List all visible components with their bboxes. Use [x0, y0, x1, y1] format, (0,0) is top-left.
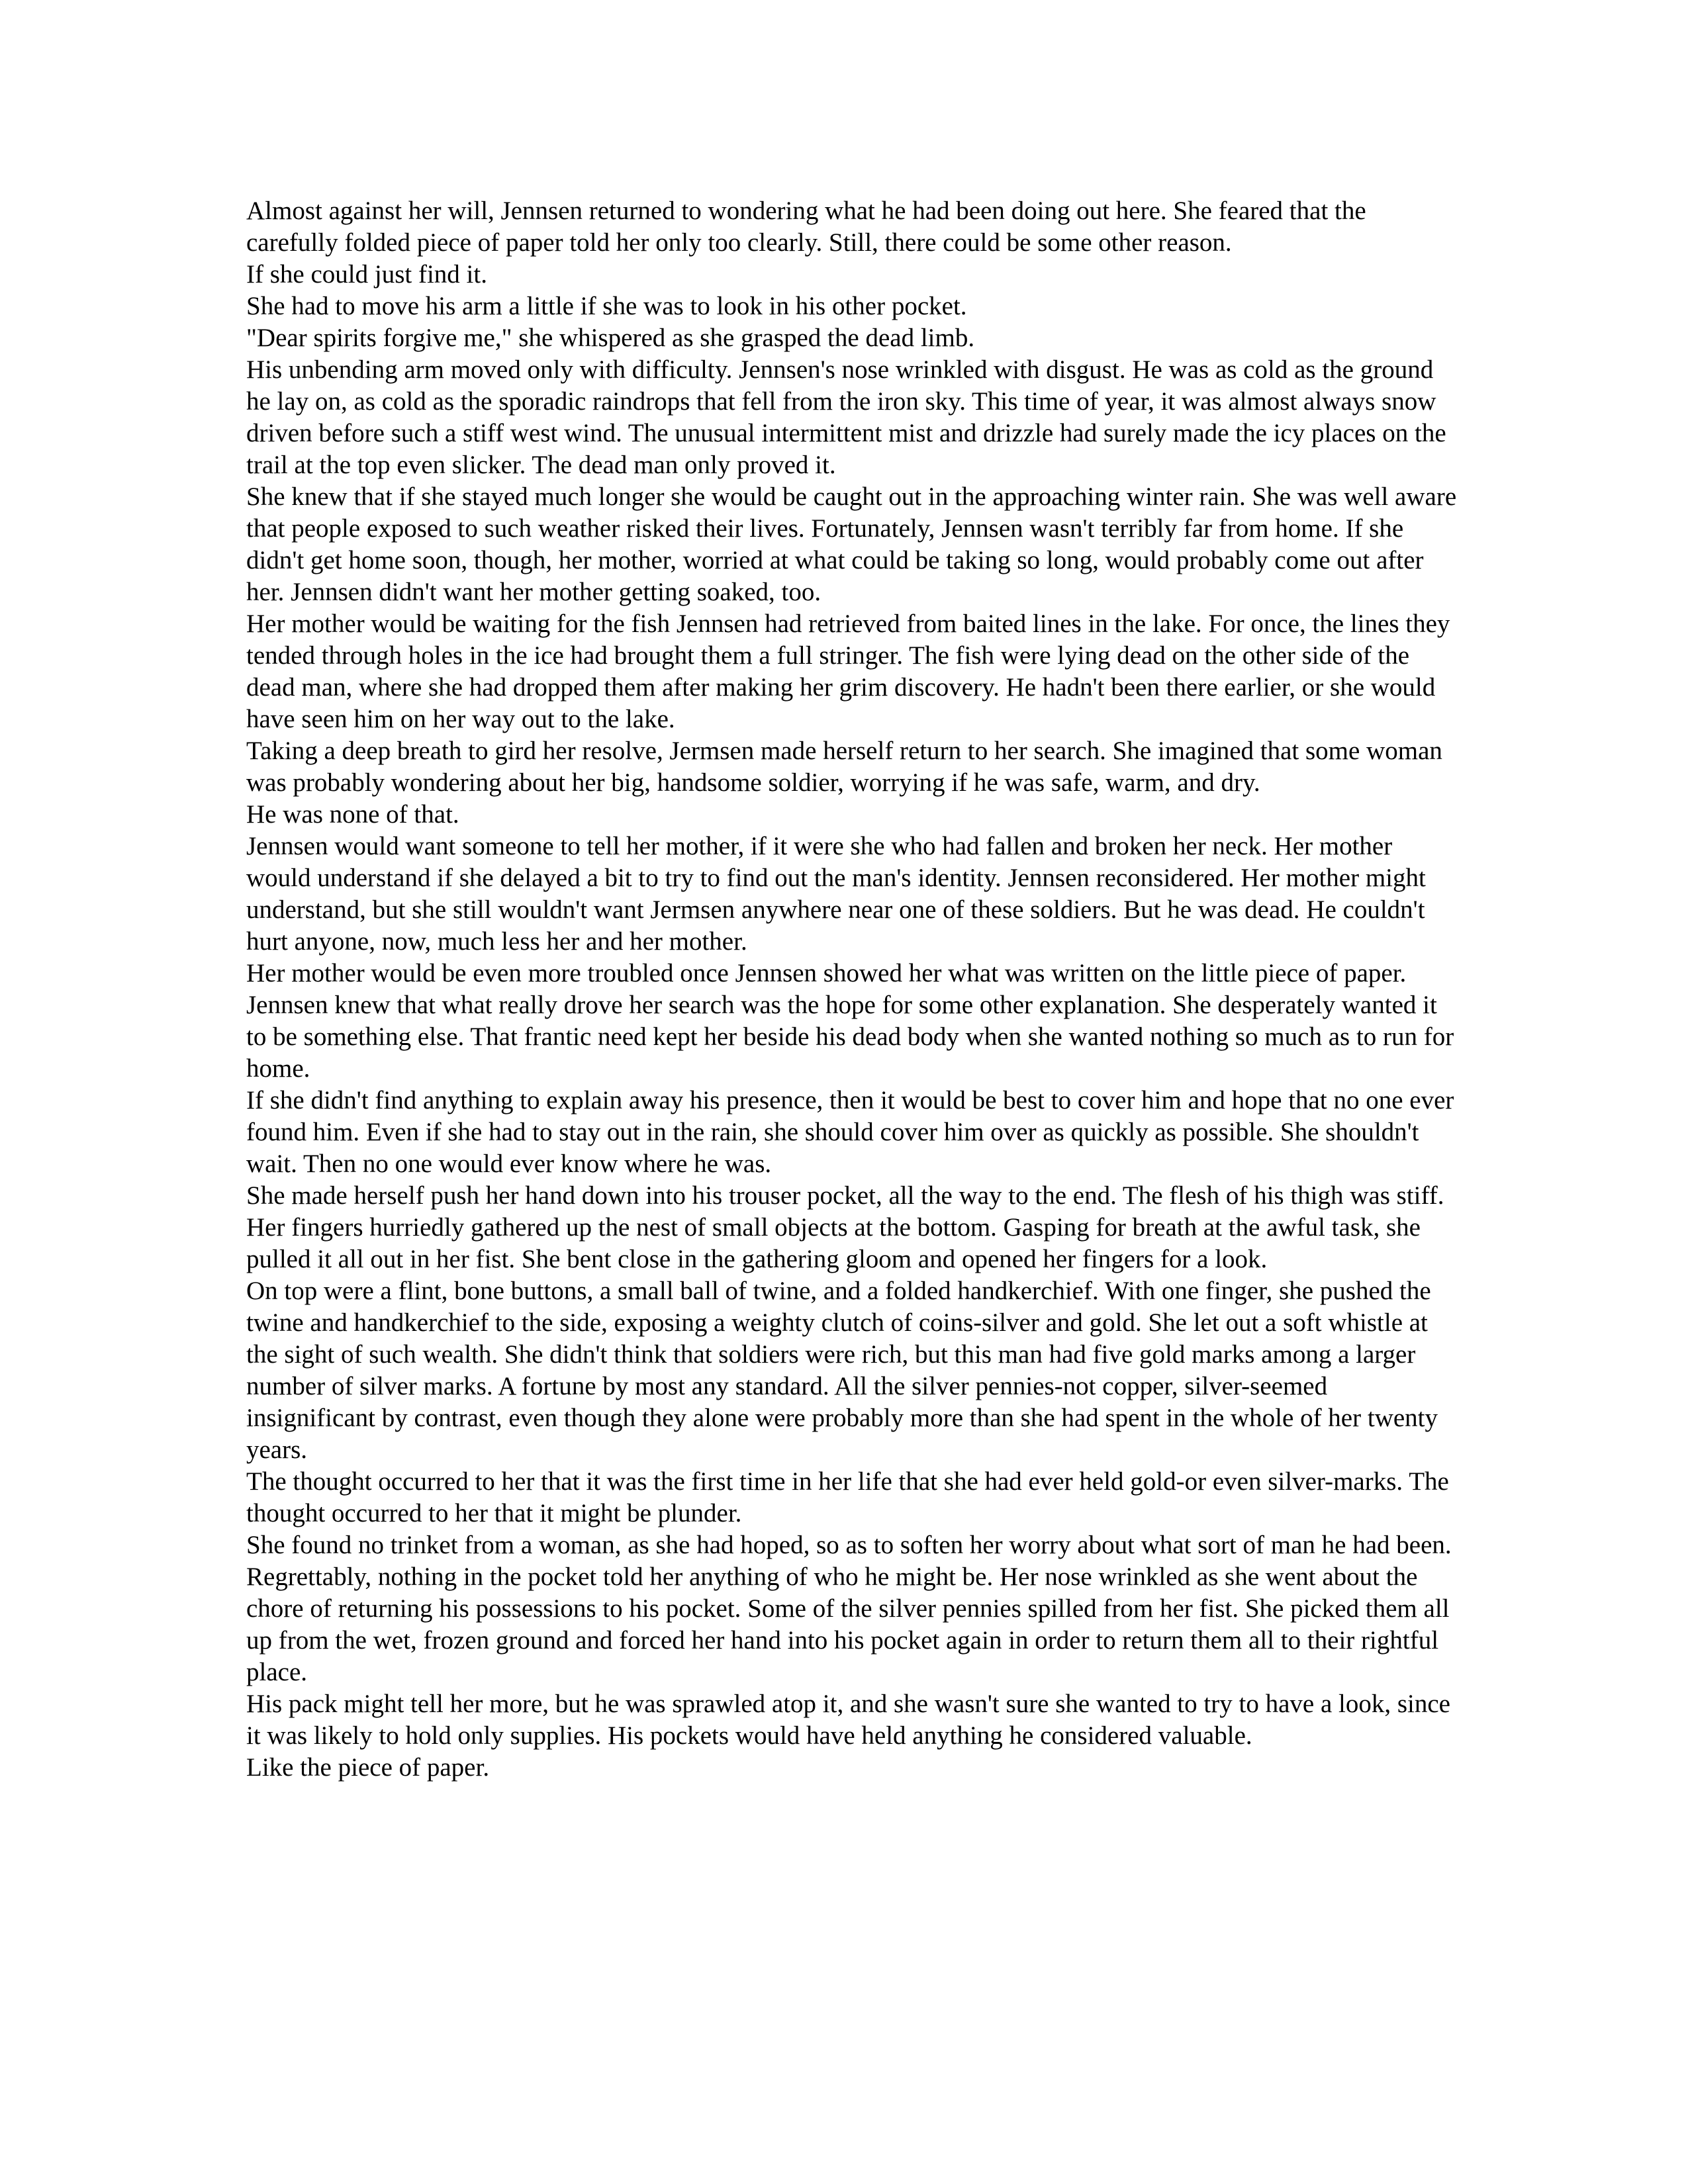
paragraph: She made herself push her hand down into his trouser pocket, all the way to the end. The flesh of his thigh was stiff. Her fingers hurriedly gathered up the nest of small objects at the bottom. Gasping for breath at the awful task, she pulled it all out in her fist. She bent close in the gathering gloom and opened her fingers for a look. [246, 1181, 1444, 1273]
paragraph: His pack might tell her more, but he was sprawled atop it, and she wasn't sure she wanted to try to have a look, since it was likely to hold only supplies. His pockets would have held anything he considered valuable. [246, 1690, 1450, 1750]
paragraph: Her mother would be even more troubled once Jennsen showed her what was written on the little piece of paper. [246, 959, 1407, 987]
paragraph: Almost against her will, Jennsen returned to wondering what he had been doing out here. She feared that the carefully folded piece of paper told her only too clearly. Still, there could be some other reason. [246, 197, 1366, 257]
paragraph: On top were a flint, bone buttons, a small ball of twine, and a folded handkerchief. With one finger, she pushed the twine and handkerchief to the side, exposing a weighty clutch of coins-silver and gold. She let out a soft whistle at the sight of such wealth. She didn't think that soldiers were rich, but this man had five gold marks among a larger number of silver marks. A fortune by most any standard. All the silver pennies-not copper, silver-seemed insignificant by contrast, even though they alone were probably more than she had spent in the whole of her twenty years. [246, 1277, 1438, 1464]
paragraph: If she didn't find anything to explain away his presence, then it would be best to cover him and hope that no one ever found him. Even if she had to stay out in the rain, she should cover him over as quickly as possible. She shouldn't wait. Then no one would ever know where he was. [246, 1086, 1454, 1178]
paragraph: He was none of that. [246, 800, 459, 829]
paragraph: She had to move his arm a little if she was to look in his other pocket. [246, 292, 967, 320]
paragraph: If she could just find it. [246, 260, 487, 289]
paragraph: His unbending arm moved only with difficulty. Jennsen's nose wrinkled with disgust. He was as cold as the ground he lay on, as cold as the sporadic raindrops that fell from the iron sky. This time of year, it was almost always snow driven before such a stiff west wind. The unusual intermittent mist and drizzle had surely made the icy places on the trail at the top even slicker. The dead man only proved it. [246, 355, 1446, 479]
paragraph: She knew that if she stayed much longer she would be caught out in the approaching winter rain. She was well aware that people exposed to such weather risked their lives. Fortunately, Jennsen wasn't terribly far from home. If she didn't get home soon, though, her mother, worried at what could be taking so long, would probably come out after her. Jennsen didn't want her mother getting soaked, too. [246, 482, 1457, 606]
paragraph: Regrettably, nothing in the pocket told her anything of who he might be. Her nose wrinkled as she went about the chore of returning his possessions to his pocket. Some of the silver pennies spilled from her fist. She picked them all up from the wet, frozen ground and forced her hand into his pocket again in order to return them all to their rightful place. [246, 1563, 1450, 1686]
document-page [246, 195, 1458, 1784]
paragraph: The thought occurred to her that it was the first time in her life that she had ever held gold-or even silver-marks. The thought occurred to her that it might be plunder. [246, 1467, 1449, 1527]
paragraph: Jennsen knew that what really drove her search was the hope for some other explanation. She desperately wanted it to be something else. That frantic need kept her beside his dead body when she wanted nothing so much as to run for home. [246, 991, 1454, 1083]
paragraph: Taking a deep breath to gird her resolve, Jermsen made herself return to her search. She imagined that some woman was probably wondering about her big, handsome soldier, worrying if he was safe, warm, and dry. [246, 737, 1442, 797]
paragraph: Her mother would be waiting for the fish Jennsen had retrieved from baited lines in the lake. For once, the lines they tended through holes in the ice had brought them a full stringer. The fish were lying dead on the other side of the dead man, where she had dropped them after making her grim discovery. He hadn't been there earlier, or she would have seen him on her way out to the lake. [246, 610, 1450, 733]
paragraph: Jennsen would want someone to tell her mother, if it were she who had fallen and broken her neck. Her mother would understand if she delayed a bit to try to find out the man's identity. Jennsen reconsidered. Her mother might understand, but she still wouldn't want Jermsen anywhere near one of these soldiers. But he was dead. He couldn't hurt anyone, now, much less her and her mother. [246, 832, 1426, 956]
paragraph: "Dear spirits forgive me," she whispered as she grasped the dead limb. [246, 324, 975, 352]
paragraph: She found no trinket from a woman, as she had hoped, so as to soften her worry about what sort of man he had been. [246, 1531, 1452, 1559]
paragraph: Like the piece of paper. [246, 1753, 490, 1782]
